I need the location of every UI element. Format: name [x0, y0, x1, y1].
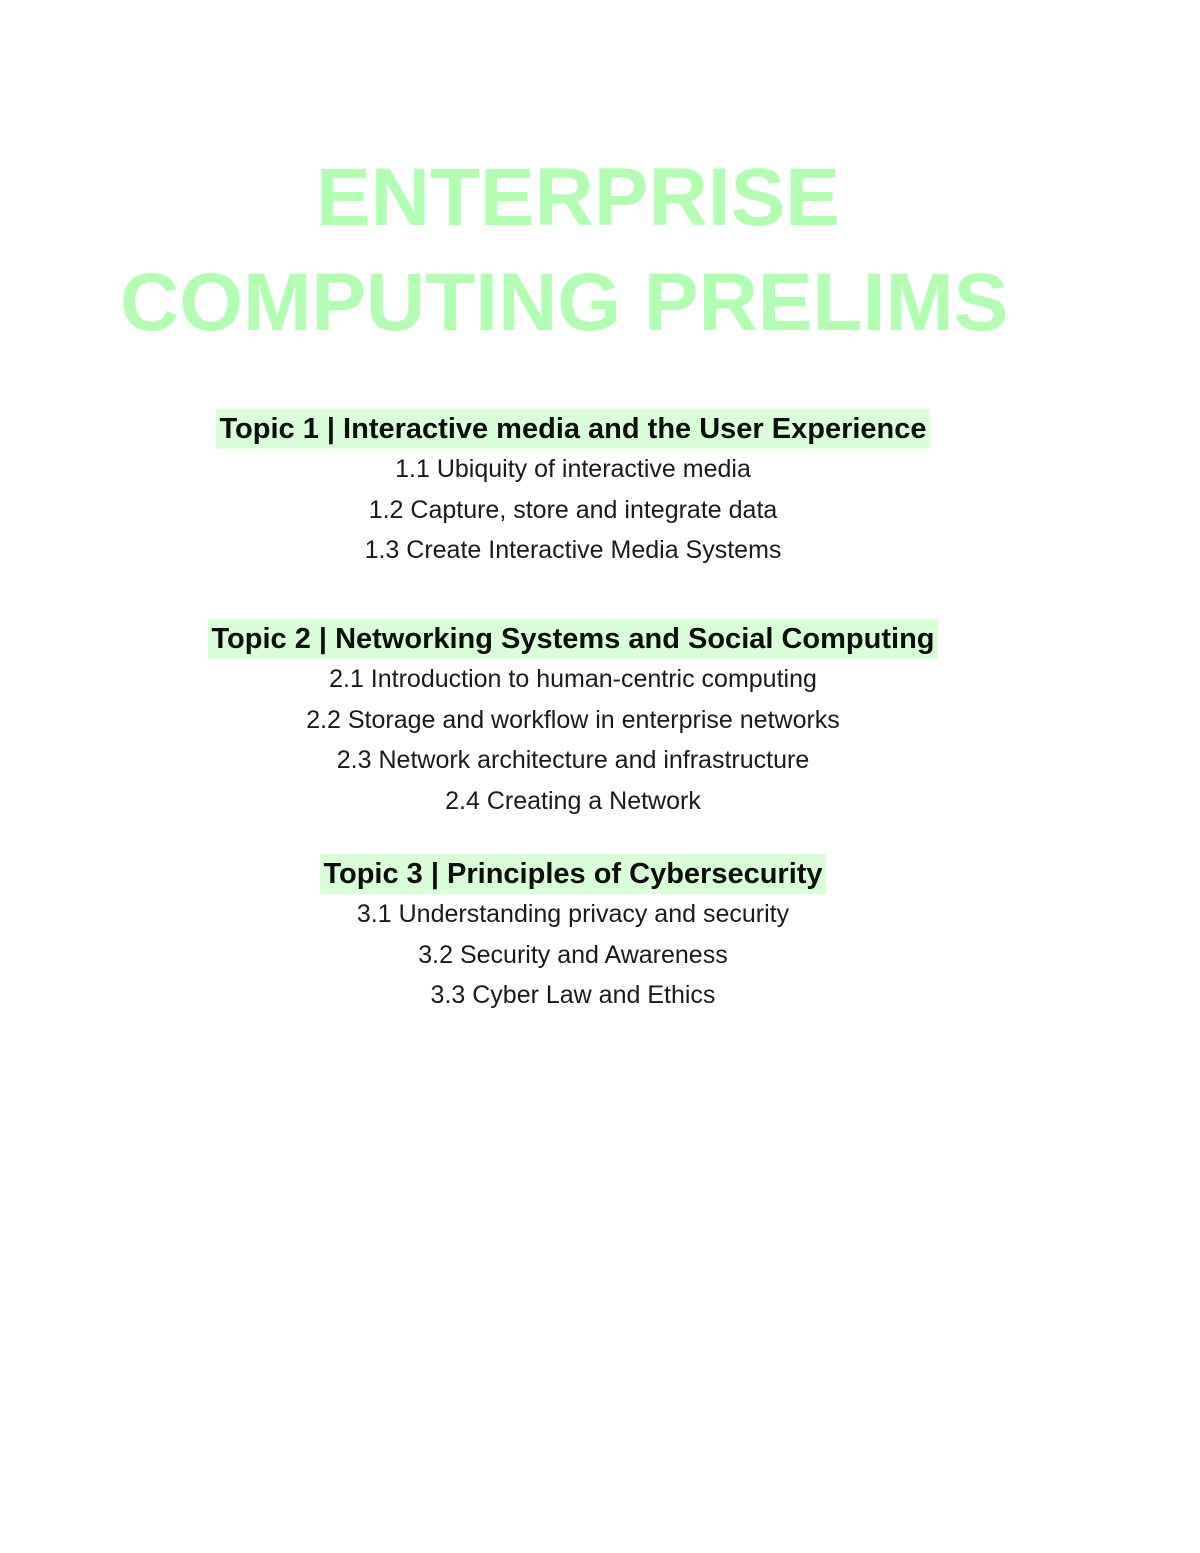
topic-section-1 [0, 409, 1146, 571]
subtopic-item: 1.2 Capture, store and integrate data [368, 495, 778, 524]
document-title-line-2: COMPUTING PRELIMS [120, 257, 1009, 348]
subtopic-item: 2.4 Creating a Network [445, 786, 701, 815]
subtopic-item: 3.2 Security and Awareness [418, 940, 728, 969]
subtopic-item: 2.1 Introduction to human-centric computing [329, 665, 817, 693]
subtopic-item: 1.3 Create Interactive Media Systems [364, 536, 782, 564]
subtopic-item: 2.3 Network architecture and infrastructure [336, 746, 810, 774]
subtopic-item: 3.1 Understanding privacy and security [356, 900, 790, 928]
subtopic-list [0, 449, 1146, 571]
topic-heading: Topic 3 | Principles of Cybersecurity [320, 854, 825, 894]
subtopic-item: 1.1 Ubiquity of interactive media [395, 455, 751, 483]
subtopic-list [0, 659, 1146, 821]
document-title-line-1: ENTERPRISE [316, 152, 840, 243]
subtopic-list [0, 894, 1146, 1016]
topic-heading: Topic 1 | Interactive media and the User Experience [216, 409, 929, 449]
topic-section-2 [0, 619, 1146, 821]
subtopic-item: 2.2 Storage and workflow in enterprise networks [306, 705, 840, 734]
topic-section-3 [0, 854, 1146, 1016]
topic-heading: Topic 2 | Networking Systems and Social Computing [208, 619, 937, 659]
subtopic-item: 3.3 Cyber Law and Ethics [430, 981, 716, 1009]
